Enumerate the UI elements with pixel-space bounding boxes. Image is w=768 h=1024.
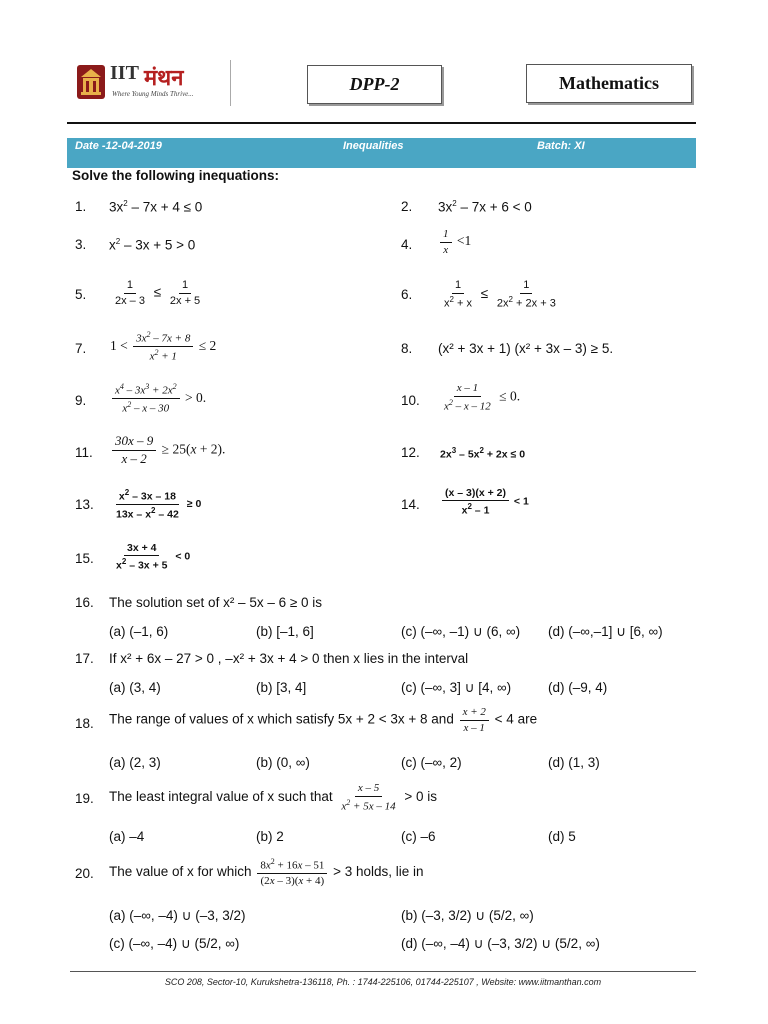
q18-pre: The range of values of x which satisfy 5x + 2 < 3x + 8 and xyxy=(109,711,454,727)
q17-option-b: (b) [3, 4] xyxy=(256,680,307,695)
q20-number: 20. xyxy=(75,866,94,881)
q15-expression: $\frac{3x + 4}{x^2 - 3x + 5}$ < 0 xyxy=(116,542,191,572)
subject-label: Mathematics xyxy=(559,73,659,93)
q14-expression: $\frac{(x - 3)(x + 2)}{x^2 - 1}$ < 1 xyxy=(440,487,529,517)
q17-option-a: (a) (3, 4) xyxy=(109,680,161,695)
q17-option-c: (c) (–∞, 3] ∪ [4, ∞) xyxy=(401,680,512,695)
logo-hindi: मंथन xyxy=(144,65,184,90)
q11-number: 11. xyxy=(75,445,93,460)
q18-number: 18. xyxy=(75,716,94,731)
q16-text: The solution set of x² – 5x – 6 ≥ 0 is xyxy=(109,595,323,610)
q16-option-c: (c) (–∞, –1) ∪ (6, ∞) xyxy=(401,624,521,639)
q15-number: 15. xyxy=(75,551,94,566)
q5-number: 5. xyxy=(75,287,87,302)
dpp-box xyxy=(307,65,442,104)
q20-text: The value of x for which $\frac{8x^2 + 16x - 51}{(2x - 3)(x + 4)}$ > 3 holds, lie in xyxy=(109,857,424,888)
q13-number: 13. xyxy=(75,497,94,512)
q18-post: < 4 are xyxy=(494,711,538,727)
logo-iit: IIT xyxy=(110,62,139,84)
q18-option-c: (c) (–∞, 2) xyxy=(401,755,462,770)
footer-text: SCO 208, Sector-10, Kurukshetra-136118, Ph. : 1744-225106, 01744-225107 , Website: www.iitmanthan.com xyxy=(164,977,602,987)
q8-expression: (x² + 3x + 1) (x² + 3x – 3) ≥ 5. xyxy=(438,341,614,356)
q12-number: 12. xyxy=(401,445,420,460)
logo-tagline: Where Young Minds Thrive... xyxy=(112,90,194,98)
q20-option-c: (c) (–∞, –4) ∪ (5/2, ∞) xyxy=(109,936,240,951)
q18-option-a: (a) (2, 3) xyxy=(109,755,161,770)
q16-number: 16. xyxy=(75,595,94,610)
subject-box xyxy=(526,64,692,103)
q9-expression: $\frac{x^4 - 3x^3 + 2x^2}{x^2 - x - 30}$ > 0. xyxy=(110,382,206,416)
q10-expression: $\frac{x - 1}{x^2 - x - 12}$ ≤ 0. xyxy=(444,382,521,413)
q20-option-b: (b) (–3, 3/2) ∪ (5/2, ∞) xyxy=(401,908,534,923)
q16-option-b: (b) [–1, 6] xyxy=(256,624,314,639)
logo-divider xyxy=(230,60,231,106)
q16-option-d: (d) (–∞,–1] ∪ [6, ∞) xyxy=(548,624,663,639)
q5-expression: $\frac{1}{2x - 3}$ ≤ $\frac{1}{2x + 5}$ xyxy=(115,279,201,307)
q19-post: > 0 is xyxy=(404,789,438,805)
q19-option-b: (b) 2 xyxy=(256,829,284,844)
batch: Batch: XI xyxy=(537,140,585,152)
q4-expression: $\frac{1}{x}$ <1 xyxy=(438,228,471,256)
header-rule xyxy=(67,122,696,124)
q7-number: 7. xyxy=(75,341,87,356)
q19-option-d: (d) 5 xyxy=(548,829,576,844)
q17-option-d: (d) (–9, 4) xyxy=(548,680,608,695)
q2-expression: $3x^2 - 7x + 6 < 0$ xyxy=(438,199,532,215)
q1-number: 1. xyxy=(75,199,87,214)
q19-text: The least integral value of x such that $\frac{x - 5}{x^2 + 5x - 14}$ > 0 is xyxy=(109,782,438,813)
q20-pre: The value of x for which xyxy=(109,864,252,880)
q19-number: 19. xyxy=(75,791,94,806)
q3-tail: – 3x + 5 > 0 xyxy=(120,237,196,253)
q9-number: 9. xyxy=(75,393,87,408)
q13-expression: $\frac{x^2 - 3x - 18}{13x - x^2 - 42}$ ≥ 0 xyxy=(116,488,202,521)
q19-option-a: (a) –4 xyxy=(109,829,145,844)
q18-option-d: (d) (1, 3) xyxy=(548,755,600,770)
q19-pre: The least integral value of x such that xyxy=(109,789,333,805)
info-bar xyxy=(67,138,696,168)
q3-expression: $x^2 - 3x + 5 > 0$ xyxy=(109,237,196,253)
q20-option-d: (d) (–∞, –4) ∪ (–3, 3/2) ∪ (5/2, ∞) xyxy=(401,936,600,951)
q17-number: 17. xyxy=(75,651,94,666)
q17-text: If x² + 6x – 27 > 0 , –x² + 3x + 4 > 0 then x lies in the interval xyxy=(109,651,469,666)
q8-number: 8. xyxy=(401,341,413,356)
q20-post: > 3 holds, lie in xyxy=(333,864,424,880)
topic: Inequalities xyxy=(343,140,404,152)
q11-expression: $\frac{30x - 9}{x - 2}$ ≥ 25(x + 2). xyxy=(110,434,225,467)
q18-option-b: (b) (0, ∞) xyxy=(256,755,310,770)
q6-expression: $\frac{1}{x^2 + x}$ ≤ $\frac{1}{2x^2 + 2x + 3}$ xyxy=(444,279,556,310)
footer-rule xyxy=(70,971,696,972)
q7-expression: 1 < $\frac{3x^2 - 7x + 8}{x^2 + 1}$ ≤ 2 xyxy=(110,330,217,363)
q10-number: 10. xyxy=(401,393,420,408)
q3-number: 3. xyxy=(75,237,87,252)
q20-option-a: (a) (–∞, –4) ∪ (–3, 3/2) xyxy=(109,908,246,923)
q4-number: 4. xyxy=(401,237,413,252)
logo xyxy=(76,62,236,108)
q16-option-a: (a) (–1, 6) xyxy=(109,624,169,639)
temple-logo-icon xyxy=(76,64,106,100)
q12-expression: $2x^3 - 5x^2 + 2x \le 0$ xyxy=(440,446,526,461)
q6-number: 6. xyxy=(401,287,413,302)
instruction: Solve the following inequations: xyxy=(72,168,280,183)
q1-expression: $3x^2 - 7x + 4 \le 0$ xyxy=(109,199,203,215)
q2-number: 2. xyxy=(401,199,413,214)
q14-number: 14. xyxy=(401,497,420,512)
date: Date -12-04-2019 xyxy=(75,140,162,152)
q18-text: The range of values of x which satisfy 5x + 2 < 3x + 8 and $\frac{x + 2}{x - 1}$ < 4 are xyxy=(109,706,538,734)
dpp-label: DPP-2 xyxy=(349,74,400,94)
q19-option-c: (c) –6 xyxy=(401,829,436,844)
